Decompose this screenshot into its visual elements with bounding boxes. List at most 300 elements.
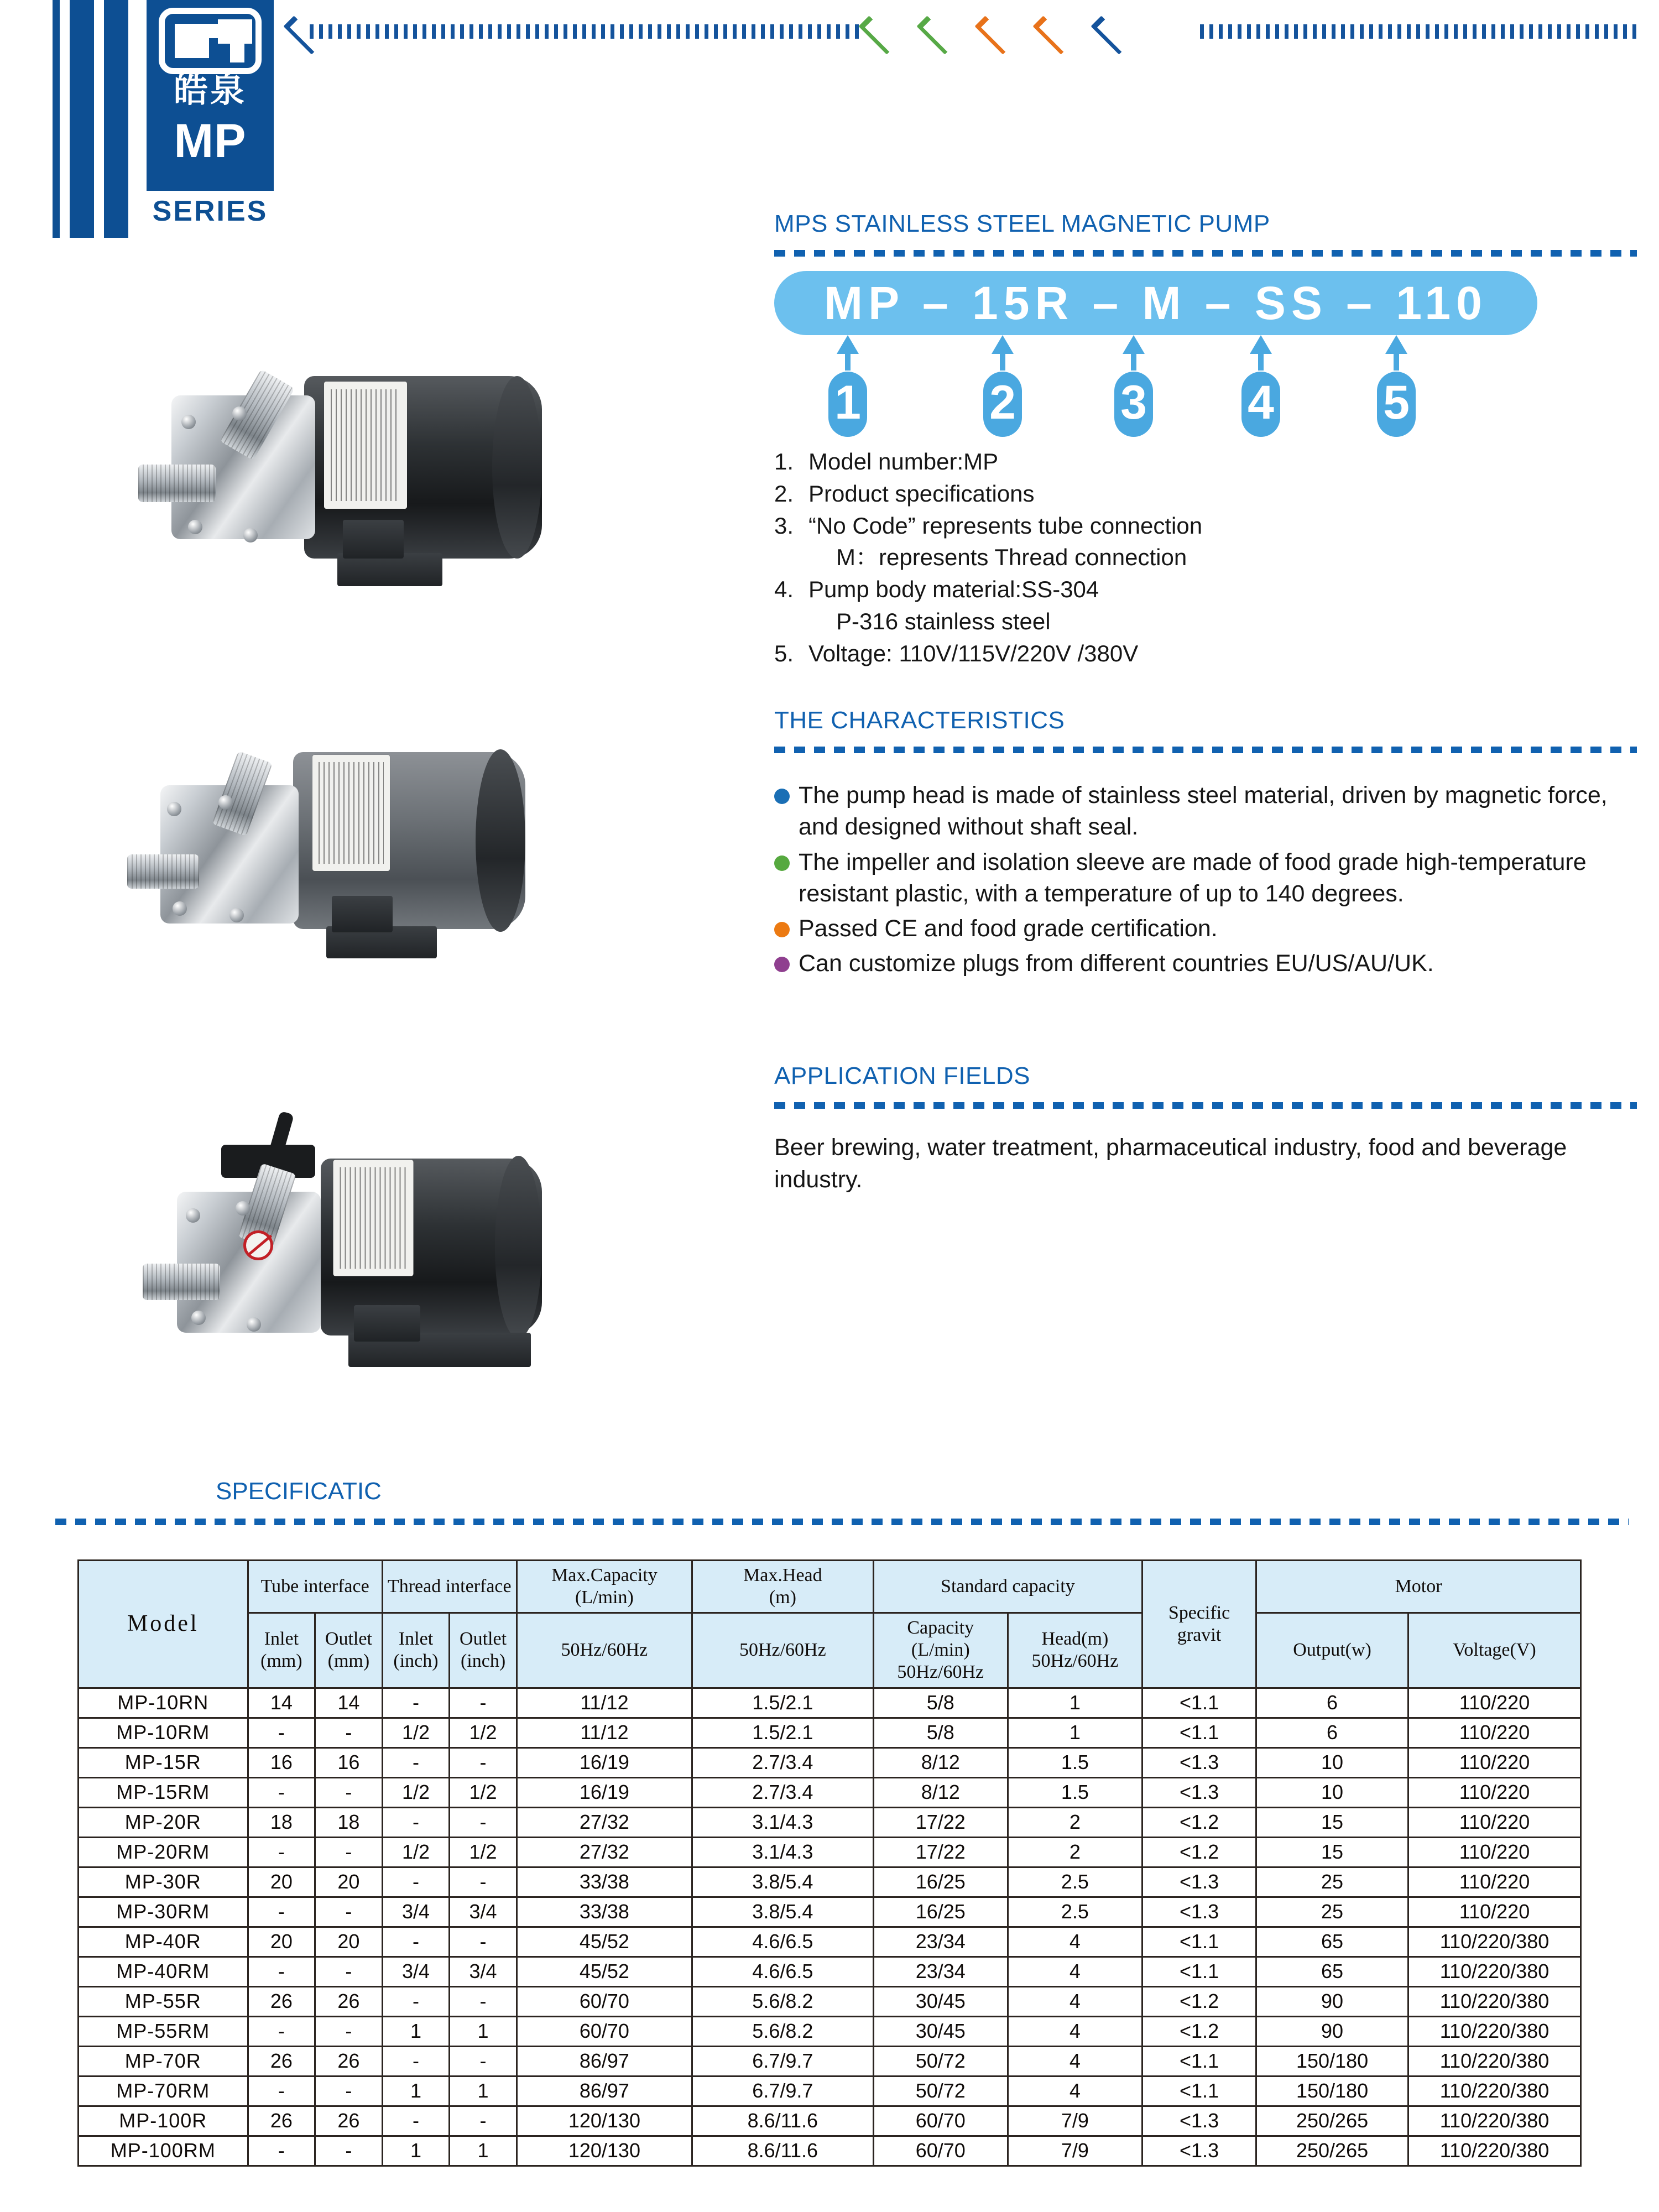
cell-sg: <1.3 (1142, 1777, 1256, 1807)
cell-tube_in: 16 (248, 1747, 315, 1777)
cell-model: MP-20RM (79, 1837, 248, 1867)
table-header-row-1 (79, 1561, 1581, 1613)
cell-std_head: 4 (1008, 1957, 1142, 1986)
th-thread-inlet-label: Inlet (398, 1629, 434, 1650)
cell-volt: 110/220/380 (1408, 1927, 1580, 1957)
cell-max_cap: 16/19 (517, 1777, 692, 1807)
cell-volt: 110/220/380 (1408, 2016, 1580, 2046)
table-row (79, 1688, 1581, 1718)
cell-max_cap: 27/32 (517, 1807, 692, 1837)
heading-dashed-rule (774, 250, 1637, 257)
cell-max_head: 6.7/9.7 (692, 2076, 873, 2106)
cell-out: 90 (1256, 1986, 1408, 2016)
legend-item-6 (774, 639, 1637, 669)
th-thread-outlet-label: Outlet (460, 1629, 507, 1650)
cell-max_cap: 11/12 (517, 1688, 692, 1718)
cell-std_head: 1.5 (1008, 1747, 1142, 1777)
cell-thr_out: - (450, 1747, 517, 1777)
cell-out: 250/265 (1256, 2106, 1408, 2136)
cell-out: 65 (1256, 1957, 1408, 1986)
cell-tube_in: - (248, 2076, 315, 2106)
cell-thr_out: 1 (450, 2076, 517, 2106)
cell-out: 150/180 (1256, 2076, 1408, 2106)
cell-std_head: 1 (1008, 1718, 1142, 1747)
cell-std_cap: 30/45 (873, 1986, 1008, 2016)
cell-sg: <1.1 (1142, 2076, 1256, 2106)
cell-tube_in: - (248, 1718, 315, 1747)
legend-item-3 (774, 542, 1637, 572)
application-text: Beer brewing, water treatment, pharmaceutical industry, food and beverage industry. (774, 1134, 1567, 1193)
cell-out: 150/180 (1256, 2046, 1408, 2076)
cell-max_cap: 33/38 (517, 1897, 692, 1927)
specification-table (77, 1559, 1582, 2167)
cell-std_cap: 8/12 (873, 1777, 1008, 1807)
cell-max_head: 6.7/9.7 (692, 2046, 873, 2076)
characteristic-text: The pump head is made of stainless steel material, driven by magnetic force, and designed without shaft seal. (799, 782, 1608, 841)
th-max-capacity-line2: (L/min) (575, 1587, 634, 1608)
th-tube-outlet (315, 1613, 383, 1688)
th-std-head-line2: 50Hz/60Hz (1031, 1651, 1119, 1672)
cell-std_head: 4 (1008, 1927, 1142, 1957)
cell-volt: 110/220 (1408, 1688, 1580, 1718)
cell-std_cap: 16/25 (873, 1867, 1008, 1897)
table-row (79, 1867, 1581, 1897)
cell-volt: 110/220/380 (1408, 2046, 1580, 2076)
arrow-up-icon (1250, 335, 1272, 354)
th-thread-inlet (382, 1613, 450, 1688)
th-tube-inlet-label: Inlet (264, 1629, 299, 1650)
cell-std_cap: 30/45 (873, 2016, 1008, 2046)
marker-number: 4 (1241, 372, 1280, 437)
characteristics-dashed-rule (774, 747, 1637, 753)
cell-tube_out: 20 (315, 1867, 383, 1897)
th-max-capacity (517, 1561, 692, 1613)
cell-tube_in: 26 (248, 2106, 315, 2136)
chevron-left-icon (1095, 17, 1120, 49)
table-row (79, 1777, 1581, 1807)
hq-monogram-icon (159, 8, 262, 74)
specification-dashed-rule (55, 1519, 1629, 1525)
cell-out: 10 (1256, 1777, 1408, 1807)
cell-out: 6 (1256, 1718, 1408, 1747)
cell-tube_out: 26 (315, 2106, 383, 2136)
legend-item-text: Pump body material:SS-304 (808, 576, 1099, 602)
cell-max_head: 4.6/6.5 (692, 1927, 873, 1957)
cell-volt: 110/220 (1408, 1837, 1580, 1867)
cell-std_cap: 5/8 (873, 1688, 1008, 1718)
table-row (79, 1927, 1581, 1957)
th-std-head-line1: Head(m) (1041, 1629, 1109, 1650)
cell-thr_out: 1/2 (450, 1718, 517, 1747)
cell-std_cap: 5/8 (873, 1718, 1008, 1747)
th-std-head (1008, 1613, 1142, 1688)
characteristic-item-1 (774, 847, 1637, 910)
characteristic-item-2 (774, 913, 1637, 945)
cell-max_cap: 86/97 (517, 2076, 692, 2106)
cell-max_cap: 60/70 (517, 2016, 692, 2046)
cell-model: MP-70R (79, 2046, 248, 2076)
cell-tube_out: - (315, 1718, 383, 1747)
th-motor-output: Output(w) (1256, 1613, 1408, 1688)
marker-number: 3 (1114, 372, 1153, 437)
logo-series-text: SERIES (152, 195, 268, 227)
th-specific-gravit (1142, 1561, 1256, 1688)
logo-card (147, 0, 274, 191)
legend-item-5 (774, 607, 1637, 637)
cell-tube_out: - (315, 2136, 383, 2166)
legend-item-1 (774, 479, 1637, 509)
cell-thr_in: 1 (382, 2136, 450, 2166)
characteristic-text: Can customize plugs from different countries EU/US/AU/UK. (799, 950, 1434, 977)
cell-model: MP-55RM (79, 2016, 248, 2046)
cell-thr_out: - (450, 1688, 517, 1718)
cell-tube_in: - (248, 1777, 315, 1807)
cell-tube_in: - (248, 1897, 315, 1927)
th-max-head (692, 1561, 873, 1613)
legend-item-4 (774, 575, 1637, 604)
cell-max_head: 3.1/4.3 (692, 1837, 873, 1867)
cell-std_cap: 60/70 (873, 2136, 1008, 2166)
model-marker-3 (1109, 335, 1159, 437)
th-sg-line1: Specific (1168, 1602, 1230, 1623)
cell-tube_out: - (315, 1897, 383, 1927)
logo-mp-text: MP (174, 114, 247, 168)
cell-max_cap: 86/97 (517, 2046, 692, 2076)
marker-stem (1000, 354, 1005, 371)
table-row (79, 2076, 1581, 2106)
cell-volt: 110/220 (1408, 1777, 1580, 1807)
table-row (79, 1837, 1581, 1867)
legend-item-text: Model number:MP (808, 448, 999, 474)
legend-item-text: “No Code” represents tube connection (808, 512, 1203, 539)
legend-item-2 (774, 511, 1637, 541)
cell-thr_in: - (382, 1867, 450, 1897)
cell-std_head: 1 (1008, 1688, 1142, 1718)
cell-out: 10 (1256, 1747, 1408, 1777)
cell-model: MP-100R (79, 2106, 248, 2136)
characteristics-title: THE CHARACTERISTICS (774, 707, 1065, 734)
application-dashed-rule (774, 1102, 1637, 1109)
cell-model: MP-100RM (79, 2136, 248, 2166)
cell-model: MP-10RN (79, 1688, 248, 1718)
cell-std_cap: 50/72 (873, 2076, 1008, 2106)
cell-thr_in: - (382, 2106, 450, 2136)
cell-thr_out: - (450, 1867, 517, 1897)
cell-tube_out: - (315, 1777, 383, 1807)
cell-thr_in: 1/2 (382, 1777, 450, 1807)
cell-max_head: 2.7/3.4 (692, 1747, 873, 1777)
table-row (79, 1897, 1581, 1927)
cell-volt: 110/220/380 (1408, 2136, 1580, 2166)
bullet-dot-icon (774, 957, 790, 972)
marker-stem (1394, 354, 1399, 371)
characteristic-item-3 (774, 948, 1637, 979)
cell-model: MP-40RM (79, 1957, 248, 1986)
cell-model: MP-30R (79, 1867, 248, 1897)
cell-sg: <1.3 (1142, 1747, 1256, 1777)
cell-thr_out: 1 (450, 2136, 517, 2166)
cell-tube_out: - (315, 1957, 383, 1986)
cell-thr_in: - (382, 2046, 450, 2076)
cell-sg: <1.1 (1142, 2046, 1256, 2076)
cell-max_head: 2.7/3.4 (692, 1777, 873, 1807)
cell-std_head: 4 (1008, 1986, 1142, 2016)
bullet-dot-icon (774, 855, 790, 871)
cell-volt: 110/220 (1408, 1867, 1580, 1897)
cell-volt: 110/220/380 (1408, 2106, 1580, 2136)
th-motor: Motor (1256, 1561, 1581, 1613)
marker-stem (845, 354, 851, 371)
th-model: Model (79, 1561, 248, 1688)
cell-sg: <1.1 (1142, 1688, 1256, 1718)
cell-max_head: 5.6/8.2 (692, 2016, 873, 2046)
table-row (79, 1747, 1581, 1777)
cell-max_cap: 11/12 (517, 1718, 692, 1747)
cell-model: MP-10RM (79, 1718, 248, 1747)
legend-item-0 (774, 447, 1637, 477)
th-thread-interface: Thread interface (382, 1561, 517, 1613)
application-title: APPLICATION FIELDS (774, 1062, 1030, 1090)
th-max-head-line2: (m) (769, 1587, 796, 1608)
cell-max_cap: 16/19 (517, 1747, 692, 1777)
th-std-cap-line1: Capacity (907, 1618, 974, 1639)
cell-std_cap: 16/25 (873, 1897, 1008, 1927)
marker-number: 1 (828, 372, 867, 437)
cell-volt: 110/220/380 (1408, 1957, 1580, 1986)
cell-max_head: 1.5/2.1 (692, 1718, 873, 1747)
chevron-left-icon (1037, 17, 1062, 49)
specification-title: SPECIFICATIC (216, 1478, 382, 1505)
cell-max_cap: 27/32 (517, 1837, 692, 1867)
chevron-left-icon (288, 17, 313, 49)
cell-max_cap: 45/52 (517, 1927, 692, 1957)
cell-max_head: 3.8/5.4 (692, 1897, 873, 1927)
th-tube-inlet (248, 1613, 315, 1688)
table-row (79, 2106, 1581, 2136)
cell-thr_in: - (382, 1927, 450, 1957)
cell-std_head: 7/9 (1008, 2136, 1142, 2166)
chevron-left-icon (979, 17, 1004, 49)
th-thread-outlet-unit: (inch) (460, 1651, 506, 1672)
cell-thr_out: 3/4 (450, 1957, 517, 1986)
table-row (79, 1957, 1581, 1986)
th-tube-outlet-label: Outlet (325, 1629, 372, 1650)
cell-model: MP-40R (79, 1927, 248, 1957)
product-photo-ce-pump (138, 1112, 559, 1421)
cell-max_head: 3.8/5.4 (692, 1867, 873, 1897)
cell-thr_out: - (450, 2106, 517, 2136)
cell-thr_in: 1/2 (382, 1837, 450, 1867)
legend-item-text: Product specifications (808, 480, 1035, 507)
model-marker-1 (823, 335, 873, 437)
chevron-left-icon (921, 17, 946, 49)
cell-tube_in: 26 (248, 1986, 315, 2016)
cell-max_cap: 33/38 (517, 1867, 692, 1897)
cell-model: MP-55R (79, 1986, 248, 2016)
cell-tube_in: 14 (248, 1688, 315, 1718)
cell-std_head: 4 (1008, 2076, 1142, 2106)
th-std-cap-line3: 50Hz/60Hz (897, 1662, 984, 1683)
model-code-banner: MP – 15R – M – SS – 110 (774, 271, 1537, 335)
cell-std_cap: 8/12 (873, 1747, 1008, 1777)
cell-tube_out: - (315, 2016, 383, 2046)
th-tube-outlet-unit: (mm) (327, 1651, 370, 1672)
legend-item-number: 5. (774, 640, 794, 666)
table-row (79, 2046, 1581, 2076)
marker-number: 2 (983, 372, 1022, 437)
arrow-up-icon (1385, 335, 1407, 354)
cell-max_cap: 120/130 (517, 2136, 692, 2166)
cell-tube_out: 18 (315, 1807, 383, 1837)
table-row (79, 1807, 1581, 1837)
cell-max_head: 8.6/11.6 (692, 2136, 873, 2166)
cell-model: MP-30RM (79, 1897, 248, 1927)
cell-volt: 110/220 (1408, 1747, 1580, 1777)
cell-std_head: 7/9 (1008, 2106, 1142, 2136)
model-code-markers (774, 335, 1537, 440)
cell-model: MP-70RM (79, 2076, 248, 2106)
cell-thr_out: - (450, 1807, 517, 1837)
cell-sg: <1.2 (1142, 1837, 1256, 1867)
cell-tube_out: - (315, 2076, 383, 2106)
cell-model: MP-15R (79, 1747, 248, 1777)
cell-thr_in: - (382, 1747, 450, 1777)
cell-sg: <1.1 (1142, 1927, 1256, 1957)
characteristic-item-0 (774, 780, 1637, 843)
model-marker-4 (1236, 335, 1286, 437)
cell-sg: <1.2 (1142, 2016, 1256, 2046)
table-header-row-2 (79, 1613, 1581, 1688)
cell-thr_in: 3/4 (382, 1897, 450, 1927)
cell-tube_in: 18 (248, 1807, 315, 1837)
th-thread-outlet (450, 1613, 517, 1688)
cell-std_cap: 17/22 (873, 1807, 1008, 1837)
table-row (79, 1718, 1581, 1747)
cell-model: MP-20R (79, 1807, 248, 1837)
cell-volt: 110/220 (1408, 1807, 1580, 1837)
th-std-capacity (873, 1613, 1008, 1688)
th-thread-inlet-unit: (inch) (393, 1651, 439, 1672)
cell-out: 250/265 (1256, 2136, 1408, 2166)
cell-max_head: 1.5/2.1 (692, 1688, 873, 1718)
cell-sg: <1.1 (1142, 1957, 1256, 1986)
cell-sg: <1.1 (1142, 1718, 1256, 1747)
th-standard-capacity: Standard capacity (873, 1561, 1142, 1613)
cell-max_cap: 60/70 (517, 1986, 692, 2016)
legend-item-number: 1. (774, 448, 794, 474)
cell-volt: 110/220 (1408, 1897, 1580, 1927)
cell-tube_in: - (248, 2016, 315, 2046)
th-max-capacity-hz: 50Hz/60Hz (517, 1613, 692, 1688)
cell-sg: <1.3 (1142, 1897, 1256, 1927)
marker-stem (1258, 354, 1264, 371)
cell-thr_out: 1/2 (450, 1837, 517, 1867)
cell-max_head: 5.6/8.2 (692, 1986, 873, 2016)
dashed-rule-left (310, 24, 863, 39)
th-motor-voltage: Voltage(V) (1408, 1613, 1580, 1688)
cell-out: 25 (1256, 1897, 1408, 1927)
cell-std_head: 2.5 (1008, 1867, 1142, 1897)
cell-volt: 110/220/380 (1408, 1986, 1580, 2016)
th-sg-line2: gravit (1177, 1624, 1222, 1645)
cell-sg: <1.2 (1142, 1807, 1256, 1837)
cell-thr_in: - (382, 1807, 450, 1837)
chevron-left-icon (863, 17, 888, 49)
cell-sg: <1.2 (1142, 1986, 1256, 2016)
legend-item-text: Voltage: 110V/115V/220V /380V (808, 640, 1139, 666)
cell-thr_out: 1/2 (450, 1777, 517, 1807)
cell-thr_in: 3/4 (382, 1957, 450, 1986)
cell-tube_out: 14 (315, 1688, 383, 1718)
cell-max_cap: 45/52 (517, 1957, 692, 1986)
cell-tube_in: - (248, 1957, 315, 1986)
cell-tube_out: 16 (315, 1747, 383, 1777)
model-code-legend (774, 447, 1637, 668)
legend-item-number: 4. (774, 576, 794, 602)
marker-number: 5 (1377, 372, 1416, 437)
th-tube-interface: Tube interface (248, 1561, 382, 1613)
cell-std_cap: 50/72 (873, 2046, 1008, 2076)
cell-out: 15 (1256, 1807, 1408, 1837)
cell-tube_out: 20 (315, 1927, 383, 1957)
cell-thr_out: 3/4 (450, 1897, 517, 1927)
cell-volt: 110/220/380 (1408, 2076, 1580, 2106)
dashed-rule-right (1200, 24, 1637, 39)
logo-stripes (53, 0, 138, 238)
th-std-cap-line2: (L/min) (911, 1640, 970, 1661)
cell-thr_in: 1 (382, 2076, 450, 2106)
cell-tube_out: 26 (315, 1986, 383, 2016)
characteristics-list (774, 780, 1637, 979)
cell-thr_out: - (450, 1986, 517, 2016)
bullet-dot-icon (774, 789, 790, 804)
arrow-up-icon (992, 335, 1014, 354)
characteristic-text: Passed CE and food grade certification. (799, 915, 1218, 942)
cell-std_head: 4 (1008, 2046, 1142, 2076)
cell-std_cap: 60/70 (873, 2106, 1008, 2136)
cell-std_head: 2 (1008, 1837, 1142, 1867)
product-photo-gray-pump (127, 735, 536, 1023)
cell-out: 65 (1256, 1927, 1408, 1957)
table-row (79, 2016, 1581, 2046)
cell-tube_in: 26 (248, 2046, 315, 2076)
model-marker-5 (1371, 335, 1421, 437)
cell-thr_out: - (450, 2046, 517, 2076)
cell-sg: <1.3 (1142, 2136, 1256, 2166)
cell-tube_in: 20 (248, 1867, 315, 1897)
legend-item-text: P-316 stainless steel (836, 608, 1051, 634)
cell-std_head: 4 (1008, 2016, 1142, 2046)
cell-tube_in: - (248, 2136, 315, 2166)
th-max-head-line1: Max.Head (743, 1565, 822, 1585)
arrow-up-icon (1123, 335, 1145, 354)
table-row (79, 2136, 1581, 2166)
arrow-up-icon (837, 335, 859, 354)
cell-thr_in: - (382, 1986, 450, 2016)
cell-std_head: 1.5 (1008, 1777, 1142, 1807)
table-row (79, 1986, 1581, 2016)
cell-thr_in: 1/2 (382, 1718, 450, 1747)
bullet-dot-icon (774, 922, 790, 937)
content-column (774, 210, 1637, 1196)
cell-thr_in: 1 (382, 2016, 450, 2046)
logo-chinese-name: 皓泉 (173, 70, 247, 110)
cell-out: 25 (1256, 1867, 1408, 1897)
product-photo-black-pump (138, 354, 547, 641)
marker-stem (1131, 354, 1136, 371)
cell-out: 15 (1256, 1837, 1408, 1867)
cell-tube_out: - (315, 1837, 383, 1867)
